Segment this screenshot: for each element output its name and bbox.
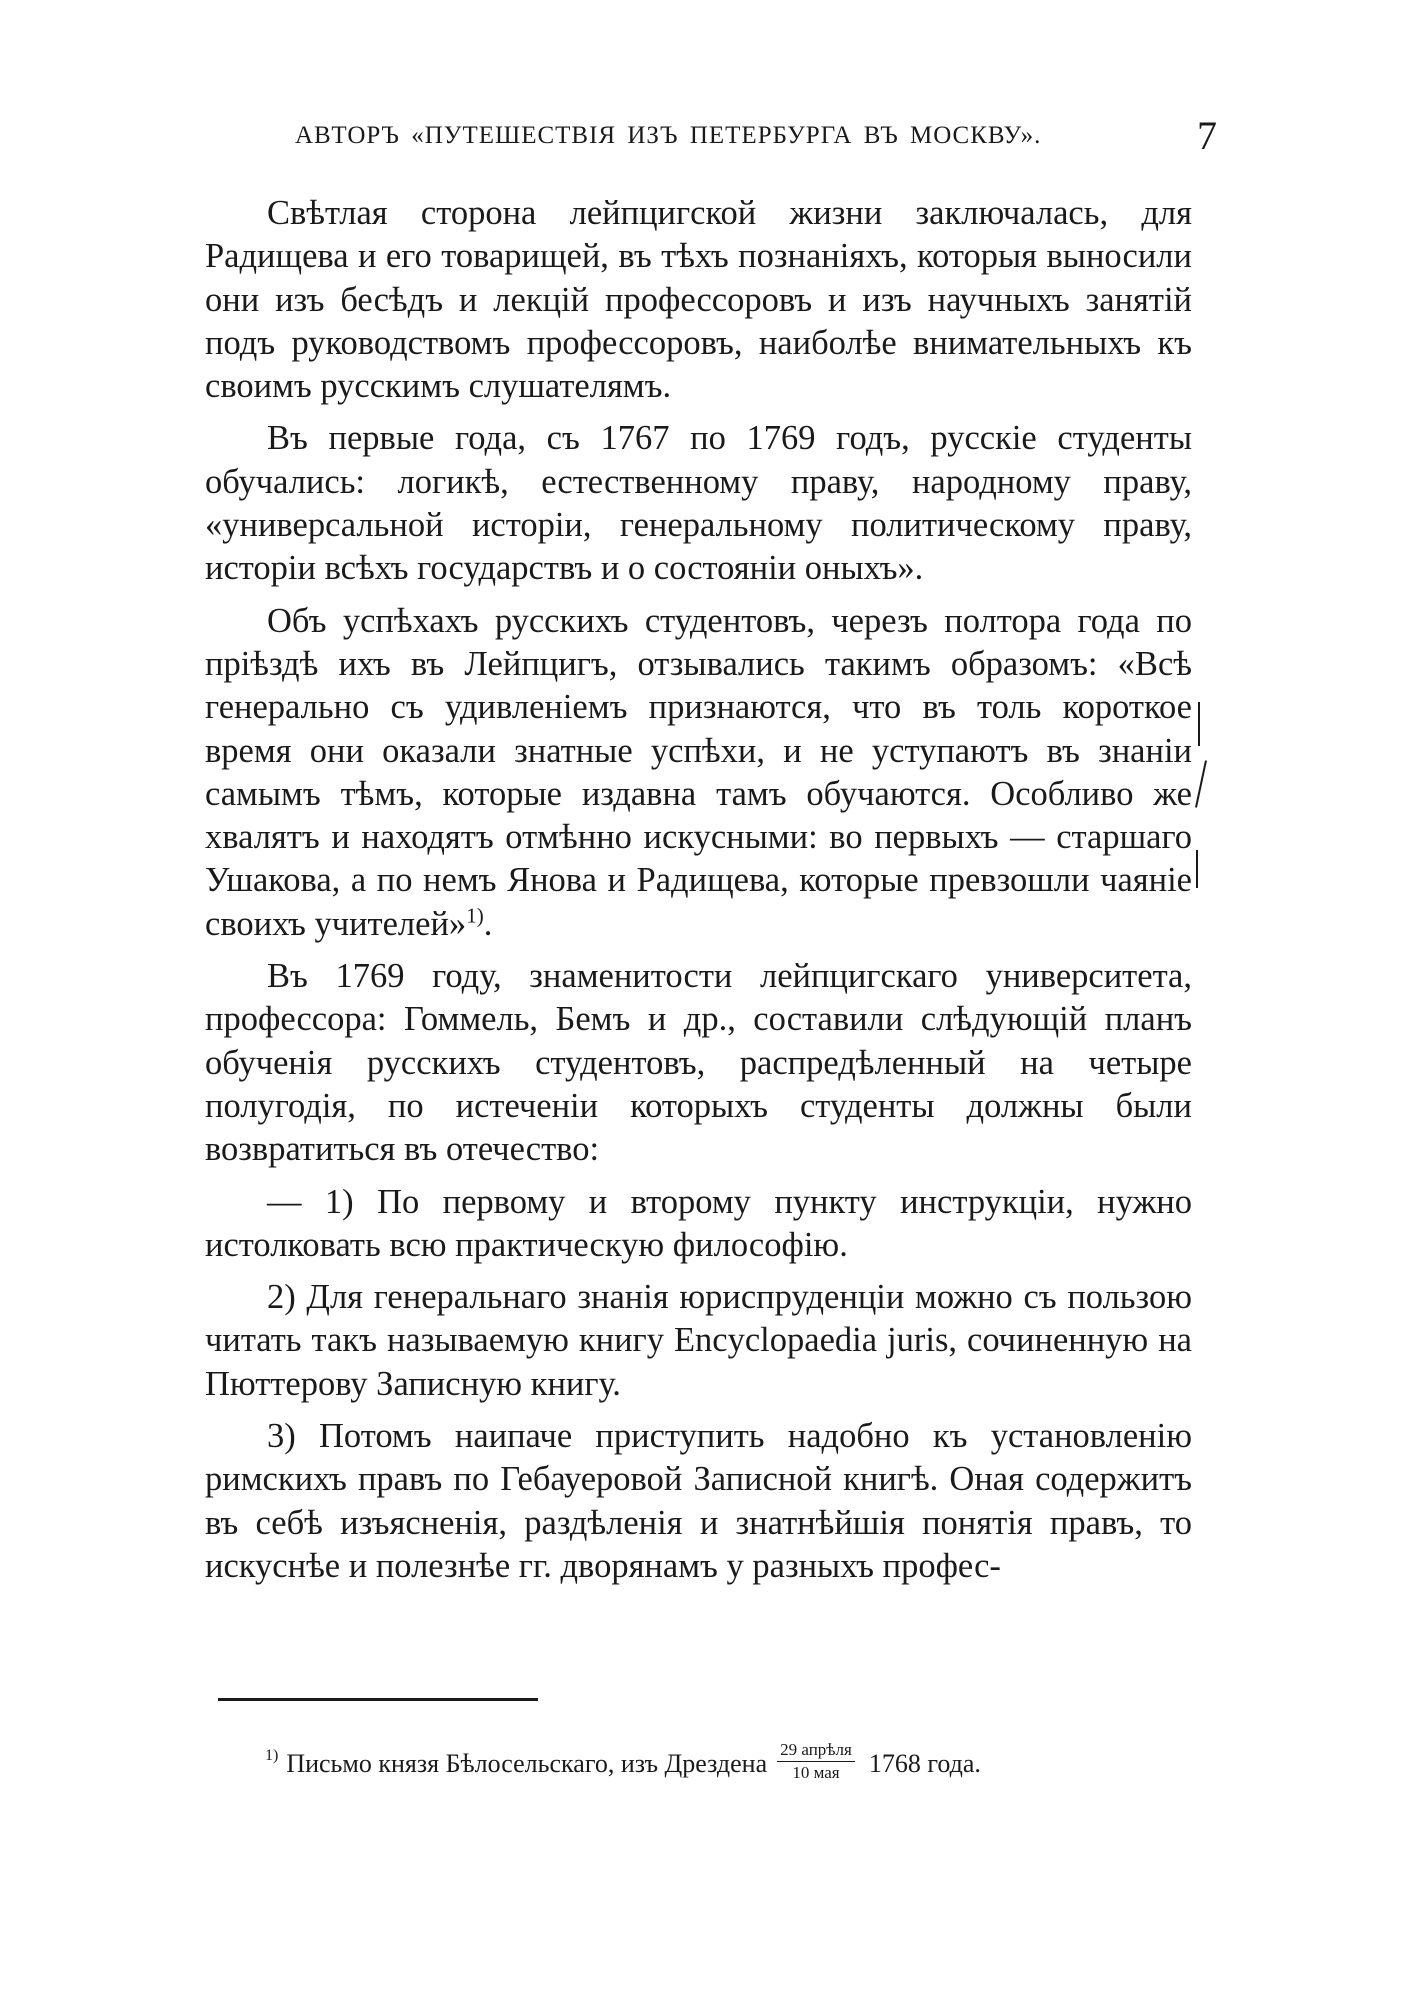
paragraph-text: Объ успѣхахъ русскихъ студентовъ, черезъ полтора года по пріѣздѣ ихъ въ Лейпцигъ, отзывались такимъ образомъ: «Всѣ генерально съ удивленіемъ признаются, что въ толь короткое время они оказали знатные успѣхи, и не уступаютъ въ знаніи самымъ тѣмъ, которые издавна тамъ обучаются. Особливо же хвалятъ и находятъ отмѣнно искусными: во первыхъ — старшаго Ушакова, а по немъ Янова и Радищева, которые превзошли чаяніе своихъ учителей» (205, 601, 1192, 943)
footnote-text: Письмо князя Бѣлосельскаго, изъ Дрездена (286, 1748, 768, 1778)
page-number: 7 (1197, 113, 1217, 158)
body-text (205, 192, 1192, 1597)
running-title: АВТОРЪ «ПУТЕШЕСТВІЯ ИЗЪ ПЕТЕРБУРГА ВЪ МОСКВУ». (295, 122, 1042, 149)
paragraph: Въ 1769 году, знаменитости лейпцигскаго университета, профессора: Гоммель, Бемъ и др., составили слѣдующій планъ обученія русскихъ студентовъ, распредѣленный на четыре полугодія, по истеченіи которыхъ студенты должны были возвратиться въ отечество: (205, 957, 1192, 1169)
plan-item: — 1) По первому и второму пункту инструкціи, нужно истолковать всю практическую философію. (205, 1182, 1192, 1264)
plan-item: 3) Потомъ наипаче приступить надобно къ установленію римскихъ правъ по Гебауеровой Записной книгѣ. Оная содержитъ въ себѣ изъясненія, раздѣленія и знатнѣйшія понятія правъ, то искуснѣе и полезнѣе гг. дворянамъ у разныхъ профес- (205, 1417, 1192, 1585)
margin-pencil-mark (1195, 760, 1207, 807)
footnote-year: 1768 года. (868, 1748, 981, 1778)
paragraph: Въ первые года, съ 1767 по 1769 годъ, русскіе студенты обучались: логикѣ, естественному праву, народному праву, «универсальной исторіи, генеральному политическому праву, исторіи всѣхъ государствъ и о состояніи оныхъ». (205, 419, 1192, 588)
paragraph: Свѣтлая сторона лейпцигской жизни заключалась, для Радищева и его товарищей, въ тѣхъ познаніяхъ, которыя выносили они изъ бесѣдъ и лекцій профессоровъ и изъ научныхъ занятій подъ руководствомъ профессоровъ, наиболѣе внимательныхъ къ своимъ русскимъ слушателямъ. (205, 194, 1192, 406)
running-head (205, 112, 1217, 158)
margin-pencil-mark (1196, 850, 1198, 888)
margin-pencil-mark (1198, 702, 1200, 746)
footnote (265, 1742, 981, 1785)
plan-item: 2) Для генеральнаго знанія юриспруденціи можно съ пользою читать такъ называемую книгу Encyclopaedia juris, сочиненную на Пюттерову Записную книгу. (205, 1278, 1192, 1403)
fraction-numerator: 29 апрѣля (777, 1740, 855, 1762)
paragraph-with-footnote (205, 600, 1192, 946)
fraction-denominator: 10 мая (792, 1763, 840, 1782)
footnote-reference: 1) (466, 903, 484, 928)
date-fraction (777, 1740, 855, 1783)
footnote-marker: 1) (265, 1746, 279, 1764)
footnote-rule (218, 1698, 538, 1701)
paragraph-end-punctuation: . (483, 904, 493, 943)
